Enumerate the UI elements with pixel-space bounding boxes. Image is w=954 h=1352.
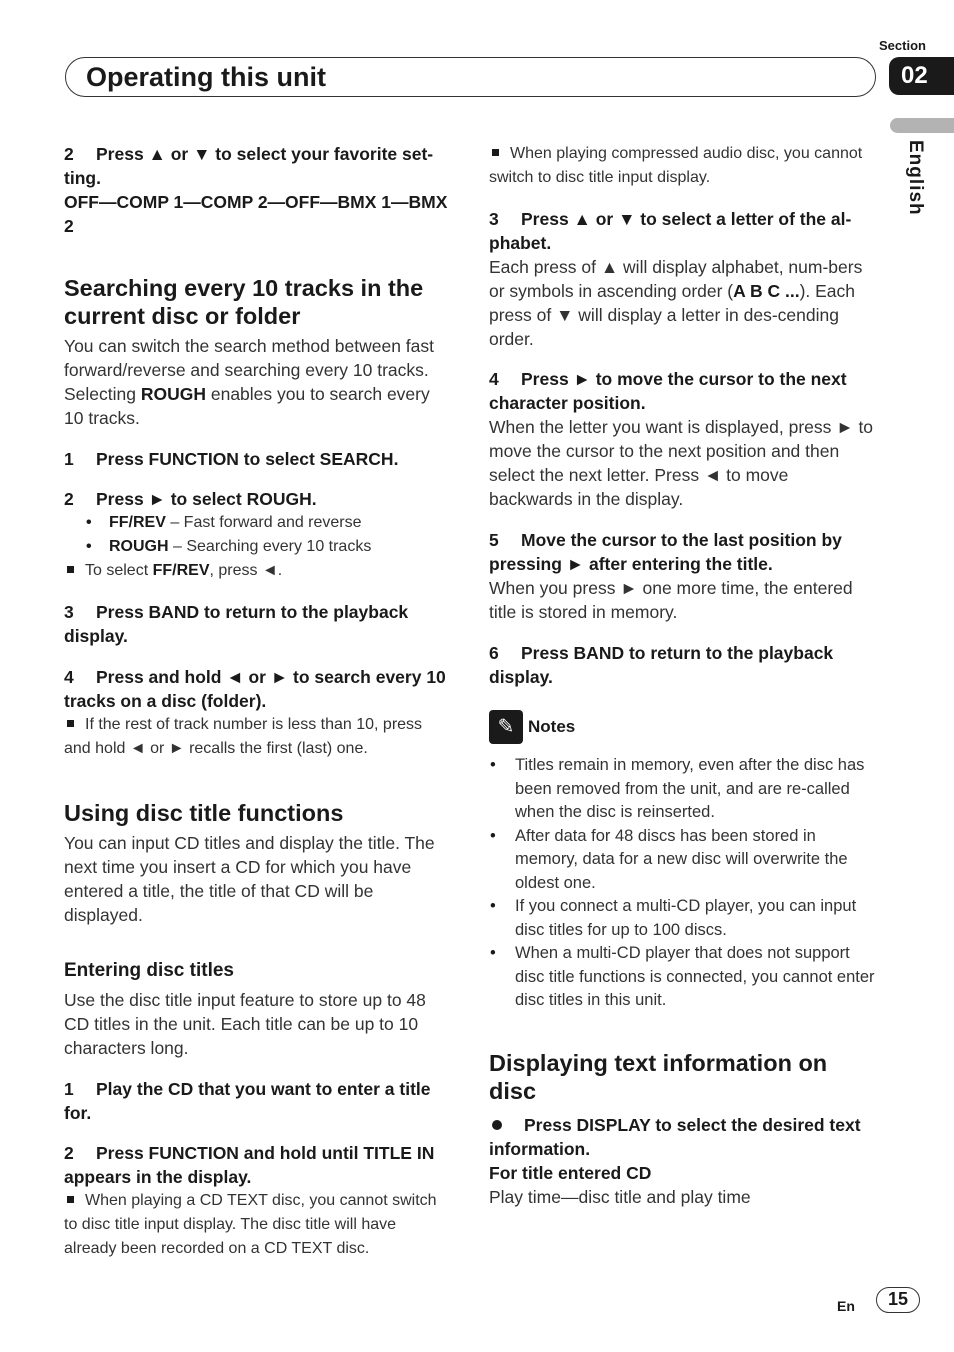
paragraph-disc-title: You can input CD titles and display the title. The next time you insert a CD for which you have entered a title, the title of that CD will be displayed. (64, 833, 435, 925)
paragraph-entering: Use the disc title input feature to store up to 48 CD titles in the unit. Each title can be up to 10 characters long. (64, 990, 426, 1058)
square-bullet-icon (67, 566, 74, 573)
text: ). Each press of ▼ will display a letter in des-cending order. (489, 281, 856, 349)
step-text: Press ► to select ROUGH. (96, 489, 317, 509)
list-item (64, 535, 450, 559)
step-4-cursor (489, 367, 875, 415)
step-number: 4 (489, 369, 499, 389)
text: , press ◄. (209, 562, 283, 579)
step-1-search (64, 447, 450, 471)
round-bullet-icon (492, 1120, 502, 1130)
keyword-rough: ROUGH (140, 384, 206, 404)
heading-displaying-text: Displaying text information on disc (489, 1049, 828, 1104)
note-track-number (64, 713, 450, 761)
note-ff-rev (64, 559, 450, 583)
note-item: • Titles remain in memory, even after the disc has been removed from the unit, and are re-called when the disc is reinserted. (489, 754, 875, 825)
notes-title: Notes (528, 717, 576, 736)
step-2-rough (64, 487, 450, 511)
step-text: Move the cursor to the last position by pressing ► after entering the title. (489, 530, 842, 574)
paragraph-play-time: Play time—disc title and play time (489, 1186, 751, 1207)
step-number: 6 (489, 643, 499, 663)
step-text: Press FUNCTION and hold until TITLE IN appears in the display. (64, 1143, 435, 1187)
step-number: 2 (64, 144, 74, 164)
left-column (64, 142, 450, 1261)
step-6-band (489, 641, 875, 689)
step-text: Press FUNCTION to select SEARCH. (96, 449, 399, 469)
step-text: Play the CD that you want to enter a title for. (64, 1079, 431, 1123)
heading-searching: Searching every 10 tracks in the current disc or folder (64, 275, 424, 329)
text: You can switch the search method between fast forward/reverse and searching every 10 tracks. Selecting (64, 336, 434, 404)
pencil-note-icon: ✎ (489, 710, 523, 744)
step-number: 5 (489, 530, 499, 550)
footer-language: En (837, 1298, 855, 1314)
right-column (489, 142, 875, 1209)
step-2-function (64, 1141, 450, 1189)
paragraph-cursor: When the letter you want is displayed, press ► to move the cursor to the next position and then select the next letter. Press ◄ to move backwards in the display. (489, 417, 874, 509)
step-1-play (64, 1077, 450, 1125)
language-tab (890, 118, 954, 133)
step-4-hold (64, 665, 450, 713)
step-3-letter (489, 207, 875, 255)
notes-list (489, 754, 875, 1013)
step-text: Press ► to move the cursor to the next character position. (489, 369, 847, 413)
step-text: Press ▲ or ▼ to select your favorite set-ting. (64, 144, 434, 188)
note-compressed-audio (489, 142, 875, 190)
list-item (64, 511, 450, 535)
step-text: Press ▲ or ▼ to select a letter of the al-phabet. (489, 209, 852, 253)
step-number: 2 (64, 1143, 74, 1163)
search-options-list (64, 511, 450, 559)
text: If the rest of track number is less than 10, press and hold ◄ or ► recalls the first (last) one. (64, 716, 423, 757)
step-text: Press and hold ◄ or ► to search every 10 tracks on a disc (folder). (64, 667, 446, 711)
step-number: 2 (64, 489, 74, 509)
note-item: • When a multi-CD player that does not support disc title functions is connected, you cannot enter disc titles in this unit. (489, 942, 875, 1013)
note-item: • If you connect a multi-CD player, you can input disc titles for up to 100 discs. (489, 895, 875, 942)
step-number: 1 (64, 449, 74, 469)
step-number: 4 (64, 667, 74, 687)
step-display (489, 1113, 875, 1161)
step-text: Press BAND to return to the playback display. (64, 602, 409, 646)
square-bullet-icon (492, 149, 499, 156)
note-item: • After data for 48 discs has been stored in memory, data for a new disc will overwrite the oldest one. (489, 825, 875, 896)
keyword: FF/REV (152, 562, 210, 579)
option-key: FF/REV (109, 514, 166, 531)
section-number-badge: 02 (889, 57, 954, 95)
step-text: Press BAND to return to the playback display. (489, 643, 834, 687)
text: enables you to search every 10 tracks. (64, 384, 430, 428)
heading-entering: Entering disc titles (64, 960, 234, 981)
text: When playing compressed audio disc, you cannot switch to disc title input display. (489, 145, 863, 186)
subheading-title-entered: For title entered CD (489, 1162, 652, 1183)
setting-sequence: OFF—COMP 1—COMP 2—OFF—BMX 1—BMX 2 (64, 192, 448, 236)
text: Each press of ▲ will display alphabet, num-bers or symbols in ascending order ( (489, 257, 863, 301)
step-text: Press DISPLAY to select the desired text information. (489, 1114, 861, 1159)
title-bar (65, 57, 876, 97)
step-number: 3 (64, 602, 74, 622)
step-3-band (64, 600, 450, 648)
step-number: 1 (64, 1079, 74, 1099)
paragraph-last-position: When you press ► one more time, the entered title is stored in memory. (489, 578, 853, 622)
heading-disc-title: Using disc title functions (64, 800, 344, 826)
keyword: A B C ... (733, 281, 800, 301)
option-text: – Fast forward and reverse (165, 514, 362, 531)
option-key: ROUGH (109, 538, 169, 555)
paragraph-searching (64, 334, 450, 430)
step-favorite-setting (64, 142, 450, 190)
square-bullet-icon (67, 720, 74, 727)
step-number: 3 (489, 209, 499, 229)
page-number: 15 (876, 1287, 920, 1313)
note-cd-text (64, 1189, 450, 1261)
option-text: – Searching every 10 tracks (168, 538, 372, 555)
square-bullet-icon (67, 1196, 74, 1203)
language-label: English (905, 140, 926, 216)
paragraph-letter (489, 255, 875, 351)
text: When playing a CD TEXT disc, you cannot switch to disc title input display. The disc title will have already been recorded on a CD TEXT disc. (64, 1192, 437, 1257)
step-5-last-position (489, 528, 875, 576)
page-title: Operating this unit (86, 62, 326, 92)
section-label: Section (879, 38, 926, 53)
text: To select (85, 562, 153, 579)
notes-header (489, 710, 875, 744)
